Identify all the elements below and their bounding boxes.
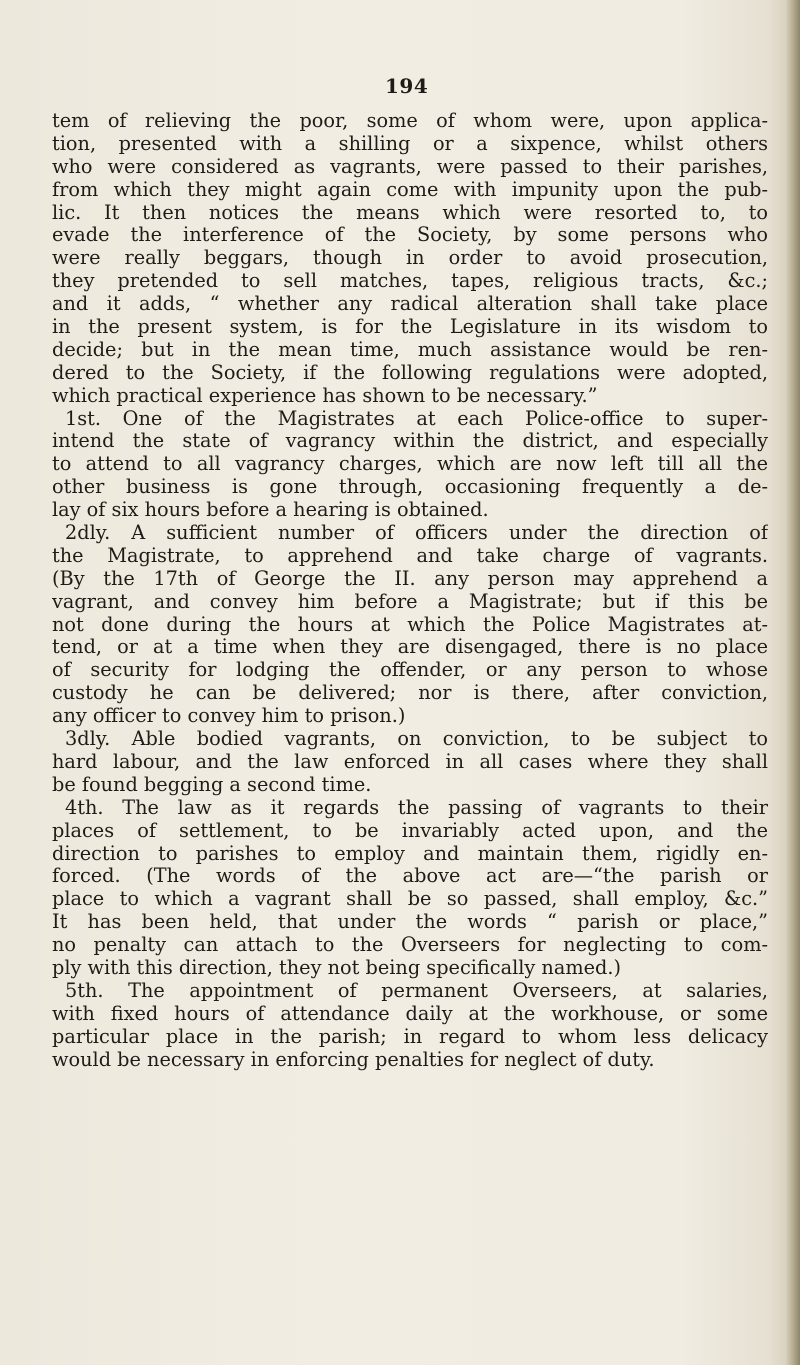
text-line: lic. It then notices the means which were resorted to, to: [52, 201, 768, 224]
text-line: custody he can be delivered; nor is there, after conviction,: [52, 682, 768, 705]
text-line: place to which a vagrant shall be so passed, shall employ, &c.”: [52, 888, 768, 911]
paragraph-first-line: 1st. One of the Magistrates at each Police-office to super-: [65, 407, 768, 430]
text-line: not done during the hours at which the Police Magistrates at-: [52, 613, 768, 636]
text-line: in the present system, is for the Legislature in its wisdom to: [52, 316, 768, 339]
text-line: particular place in the parish; in regard to whom less delicacy: [52, 1025, 768, 1048]
text-line: intend the state of vagrancy within the district, and especially: [52, 430, 768, 453]
text-line: dered to the Society, if the following regulations were adopted,: [52, 361, 768, 384]
text-line: decide; but in the mean time, much assistance would be ren-: [52, 338, 768, 361]
text-line: tem of relieving the poor, some of whom were, upon applica-: [52, 110, 768, 132]
text-line: of security for lodging the offender, or any person to whose: [52, 659, 768, 682]
text-line: the Magistrate, to apprehend and take charge of vagrants.: [52, 544, 768, 567]
page-edge-shadow: [786, 0, 800, 1365]
text-line: from which they might again come with impunity upon the pub-: [52, 178, 768, 201]
text-line: any officer to convey him to prison.): [52, 705, 406, 728]
text-line: with fixed hours of attendance daily at the workhouse, or some: [52, 1002, 768, 1025]
paragraph-first-line: 3dly. Able bodied vagrants, on conviction, to be subject to: [65, 728, 768, 751]
text-line: which practical experience has shown to be necessary.”: [52, 384, 598, 407]
text-line: lay of six hours before a hearing is obtained.: [52, 499, 489, 522]
text-line: evade the interference of the Society, by some persons who: [52, 224, 768, 247]
text-line: tend, or at a time when they are disengaged, there is no place: [52, 636, 768, 659]
text-line: ply with this direction, they not being specifically named.): [52, 956, 622, 979]
text-line: forced. (The words of the above act are—“the parish or: [52, 865, 768, 888]
body-text: [52, 110, 768, 1071]
paragraph-first-line: 5th. The appointment of permanent Overseers, at salaries,: [65, 979, 768, 1002]
text-line: tion, presented with a shilling or a sixpence, whilst others: [52, 132, 768, 155]
text-line: It has been held, that under the words “ parish or place,”: [52, 911, 768, 934]
text-line: would be necessary in enforcing penalties for neglect of duty.: [52, 1048, 655, 1071]
text-line: vagrant, and convey him before a Magistrate; but if this be: [52, 590, 768, 613]
text-line: were really beggars, though in order to avoid prosecution,: [52, 247, 768, 270]
text-line: places of settlement, to be invariably acted upon, and the: [52, 819, 768, 842]
paragraph-first-line: 4th. The law as it regards the passing of vagrants to their: [65, 796, 768, 819]
text-line: no penalty can attach to the Overseers for neglecting to com-: [52, 934, 768, 957]
text-line: they pretended to sell matches, tapes, religious tracts, &c.;: [52, 270, 768, 293]
text-line: other business is gone through, occasioning frequently a de-: [52, 476, 768, 499]
text-line: be found begging a second time.: [52, 773, 372, 796]
paragraph-first-line: 2dly. A sufficient number of officers under the direction of: [65, 522, 768, 545]
text-line: and it adds, “ whether any radical alteration shall take place: [52, 293, 768, 316]
page-number: 194: [385, 74, 429, 98]
text-line: (By the 17th of George the II. any person may apprehend a: [52, 567, 768, 590]
text-line: who were considered as vagrants, were passed to their parishes,: [52, 155, 768, 178]
text-line: direction to parishes to employ and maintain them, rigidly en-: [52, 842, 768, 865]
text-line: to attend to all vagrancy charges, which are now left till all the: [52, 453, 768, 476]
text-line: hard labour, and the law enforced in all cases where they shall: [52, 750, 768, 773]
